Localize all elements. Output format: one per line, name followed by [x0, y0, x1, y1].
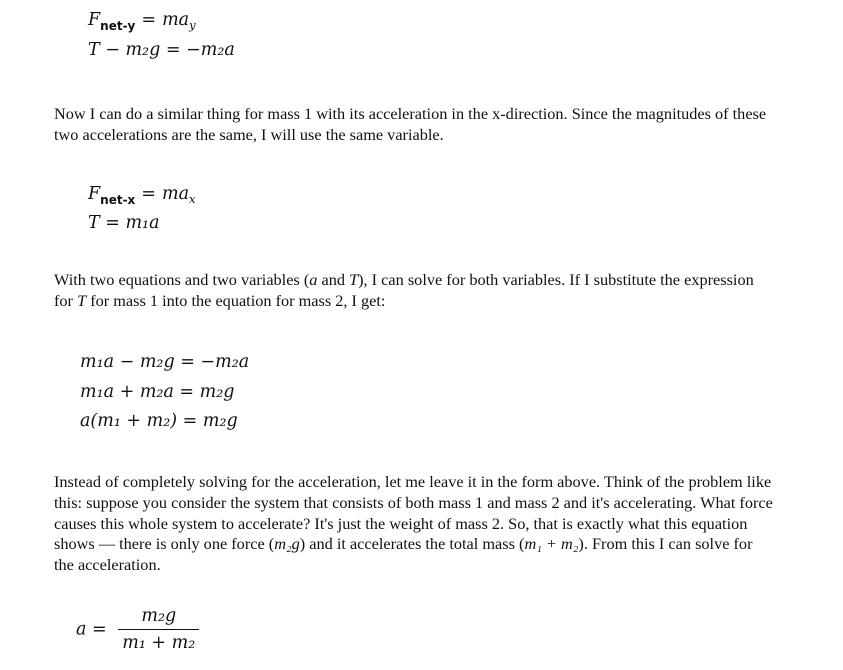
variable-a: a: [309, 270, 318, 289]
equation-tension-mass2: [88, 38, 235, 62]
force-symbol: F: [88, 10, 101, 30]
equation-text: m₁a − m₂g = −m₂a: [80, 352, 250, 372]
text-span: Instead of completely solving for the acceleration, let me leave it in the form above. Think of the problem like this: suppose you consider the system that consists of both mass 1 and mass 2 and it's accelerating. What force causes this whole system to accelerate? It's just the weight of mass 2. So, that is exactly what this equation shows — there is only one force (: [54, 472, 773, 554]
paragraph-system-explanation: [54, 472, 774, 576]
equals-sign: =: [141, 184, 156, 204]
paragraph-similar-mass1: [54, 104, 774, 146]
text-span: ) and it accelerates the total mass (: [299, 534, 525, 554]
equation-net-force-x: [88, 182, 196, 212]
paragraph-two-equations: [54, 270, 774, 312]
equation-substitution-2: [80, 380, 234, 404]
fraction: [118, 606, 199, 653]
acceleration-lhs: a =: [76, 619, 107, 640]
mass-times-acceleration: ma: [162, 10, 190, 30]
paragraph-text: Now I can do a similar thing for mass 1 with its acceleration in the x-direction. Since the magnitudes of these two accelerations are the same, I will use the same variable.: [54, 104, 767, 144]
inline-force-m2g: m₂g: [274, 534, 300, 554]
equation-tension-mass1: [88, 211, 160, 235]
equation-text: m₁a + m₂a = m₂g: [80, 382, 235, 402]
text-span: ), I can solve for both variables. If I substitute the expression for: [54, 270, 754, 310]
net-x-subscript: net-x: [100, 193, 136, 207]
equation-substitution-3: [80, 409, 238, 433]
equals-sign: =: [141, 10, 157, 30]
force-symbol: F: [88, 184, 101, 204]
equation-text: T = m₁a: [88, 213, 160, 233]
text-span: and: [317, 270, 350, 289]
equation-acceleration-result: [76, 606, 199, 653]
inline-total-mass: m₁ + m₂: [524, 534, 579, 554]
mass-times-acceleration: ma: [161, 184, 189, 204]
net-y-subscript: net-y: [100, 19, 136, 33]
fraction-numerator: m₂g: [141, 606, 177, 626]
equation-substitution-1: [80, 350, 249, 374]
equation-text: a(m₁ + m₂) = m₂g: [80, 411, 238, 431]
text-span: ). From this I can solve for the acceleration.: [54, 534, 753, 575]
fraction-denominator: m₁ + m₂: [122, 633, 196, 653]
text-span: for mass 1 into the equation for mass 2, I get:: [86, 290, 386, 310]
variable-t: T: [349, 270, 359, 289]
equation-text: T − m₂g = −m₂a: [88, 40, 235, 60]
y-subscript: y: [189, 18, 196, 32]
equation-net-force-y: [88, 8, 196, 38]
variable-t: T: [77, 290, 87, 310]
x-subscript: x: [189, 192, 196, 206]
text-span: With two equations and two variables (: [54, 270, 310, 289]
